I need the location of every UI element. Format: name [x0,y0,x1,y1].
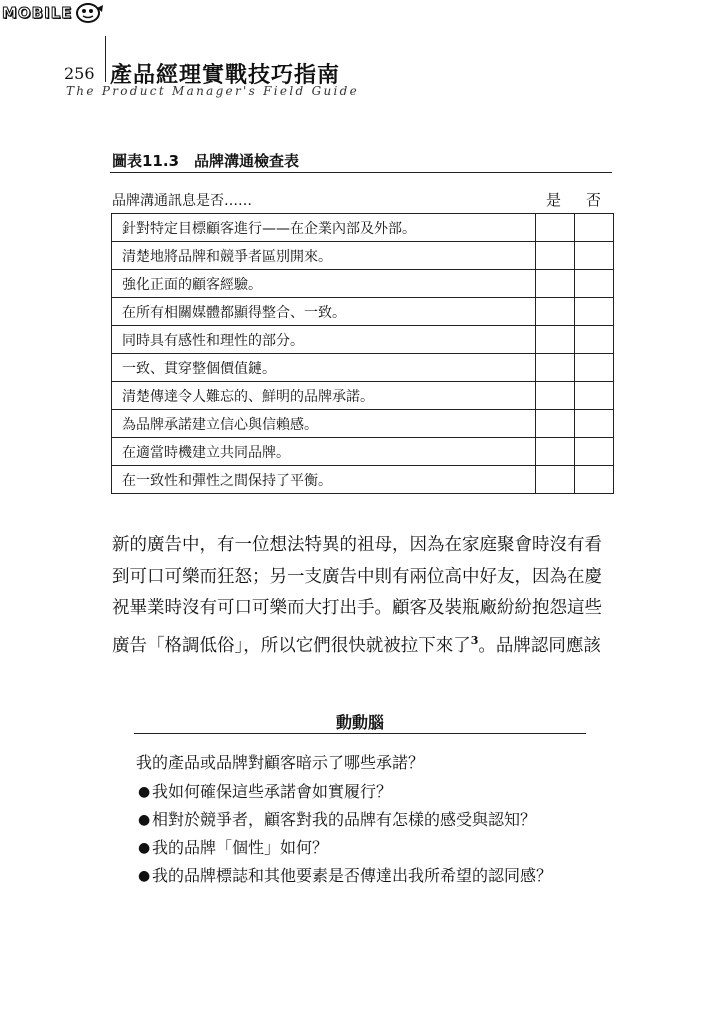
body-paragraph [112,530,614,662]
footnote-marker: 3 [470,633,479,647]
checklist-row [112,298,614,326]
checklist-item-text: 一致、貫穿整個價值鏈。 [112,354,536,382]
no-column-label: 否 [586,191,602,209]
checklist-row [112,326,614,354]
checklist-row [112,382,614,410]
body-line-text: 廣告「格調低俗」，所以它們很快就被拉下來了 [112,635,471,656]
checklist-item-text: 在所有相關媒體都顯得整合、一致。 [112,298,536,326]
checklist-row [112,214,614,242]
checklist-item-text: 清楚地將品牌和競爭者區別開來。 [112,242,536,270]
brand-communication-checklist [111,213,614,494]
think-section-title: 動動腦 [335,713,384,732]
think-section-rule [134,733,586,734]
body-line: 祝畢業時沒有可口可樂而大打出手。顧客及裝瓶廠紛紛抱怨這些 [112,598,602,618]
book-title: 產品經理實戰技巧指南 [110,62,341,88]
checklist-item-text: 在適當時機建立共同品牌。 [112,438,536,466]
yes-checkbox [536,270,575,298]
bullet-icon: ● [138,812,151,828]
yes-checkbox [536,326,575,354]
yes-checkbox [536,354,575,382]
figure-title: 圖表11.3 品牌溝通檢查表 [112,152,300,170]
body-line: 新的廣告中，有一位想法特異的祖母，因為在家庭聚會時沒有看 [112,535,602,555]
no-checkbox [575,214,614,242]
checklist-row [112,438,614,466]
think-bullet-text: 我的品牌標誌和其他要素是否傳達出我所希望的認同感？ [152,866,553,885]
yes-checkbox [536,298,575,326]
no-checkbox [575,410,614,438]
think-bullet-text: 我如何確保這些承諾會如實履行？ [152,782,393,801]
checklist-item-text: 針對特定目標顧客進行——在企業內部及外部。 [112,214,536,242]
book-subtitle: The Product Manager's Field Guide [66,84,360,98]
checklist-item-text: 為品牌承諾建立信心與信賴感。 [112,410,536,438]
no-checkbox [575,242,614,270]
figure-title-rule [110,172,612,173]
bullet-icon: ● [138,784,151,800]
no-checkbox [575,382,614,410]
think-bullet-item [138,778,598,806]
logo-face-icon [75,2,105,24]
logo-text: MOBILE [2,4,73,22]
think-bullet-text: 我的品牌「個性」如何？ [152,838,329,857]
body-line-last [112,625,614,662]
page-number: 256 [64,64,95,83]
checklist-item-text: 在一致性和彈性之間保持了平衡。 [112,466,536,494]
checklist-row [112,466,614,494]
mobile01-watermark-logo [2,2,105,24]
yes-checkbox [536,214,575,242]
no-checkbox [575,326,614,354]
checklist-item-text: 同時具有感性和理性的部分。 [112,326,536,354]
checklist-question-header: 品牌溝通訊息是否…… [112,193,252,209]
think-main-question: 我的產品或品牌對顧客暗示了哪些承諾？ [136,753,425,772]
no-checkbox [575,298,614,326]
checklist-row [112,270,614,298]
think-bullet-list [138,778,598,890]
yes-checkbox [536,382,575,410]
header-vertical-rule [105,36,106,82]
think-bullet-item [138,806,598,834]
yes-checkbox [536,410,575,438]
yes-checkbox [536,242,575,270]
think-bullet-text: 相對於競爭者，顧客對我的品牌有怎樣的感受與認知？ [152,810,537,829]
yes-column-label: 是 [546,191,562,209]
yes-checkbox [536,466,575,494]
think-bullet-item [138,862,598,890]
no-checkbox [575,466,614,494]
bullet-icon: ● [138,840,151,856]
checklist-row [112,410,614,438]
checklist-row [112,242,614,270]
checklist-item-text: 強化正面的顧客經驗。 [112,270,536,298]
checklist-row [112,354,614,382]
body-line: 到可口可樂而狂怒；另一支廣告中則有兩位高中好友，因為在慶 [112,566,602,587]
no-checkbox [575,270,614,298]
no-checkbox [575,354,614,382]
body-line-tail: 。品牌認同應該 [478,635,601,656]
no-checkbox [575,438,614,466]
yes-checkbox [536,438,575,466]
think-bullet-item [138,834,598,862]
bullet-icon: ● [138,868,151,884]
checklist-item-text: 清楚傳達令人難忘的、鮮明的品牌承諾。 [112,382,536,410]
